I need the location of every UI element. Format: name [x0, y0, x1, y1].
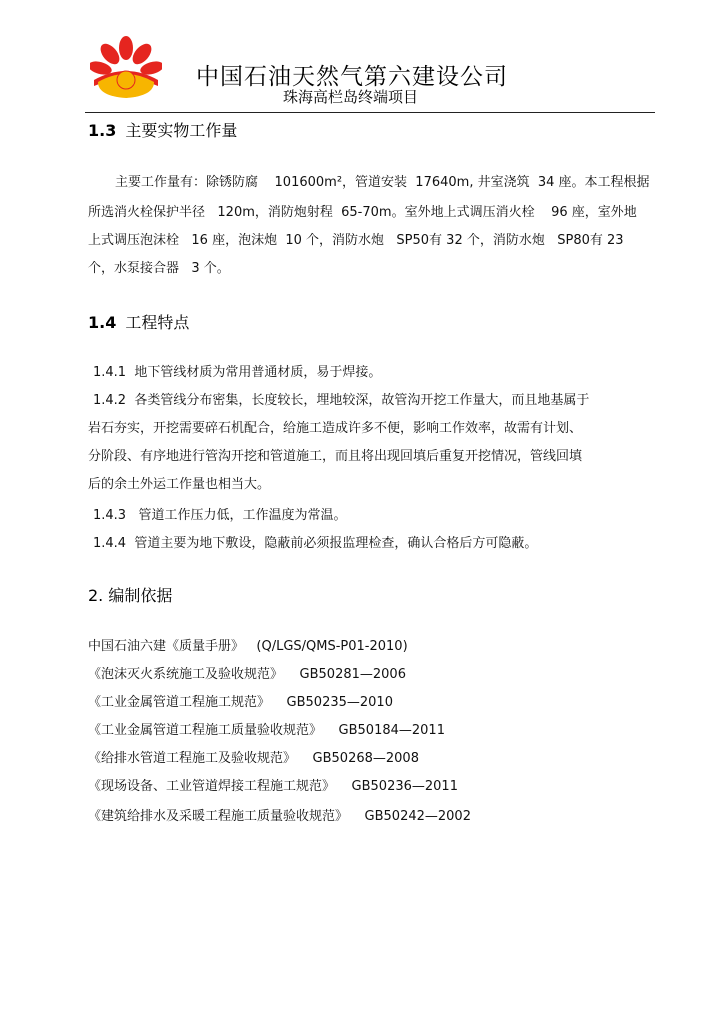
reference-item: 《工业金属管道工程施工质量验收规范》 GB50184—2011	[88, 723, 445, 738]
paragraph-line: 所选消火栓保护半径 120m，消防炮射程 65-70m。室外地上式调压消火栓 96 座，室外地	[88, 205, 637, 220]
paragraph-line: 上式调压泡沫栓 16 座，泡沫炮 10 个，消防水炮 SP50有 32 个，消防水炮 SP80有 23	[88, 233, 624, 248]
petrochina-logo-icon	[90, 36, 162, 98]
reference-item: 《泡沫灭火系统施工及验收规范》 GB50281—2006	[88, 667, 406, 682]
paragraph-line: 1.4.2 各类管线分布密集，长度较长，埋地较深，故管沟开挖工作量大，而且地基属于	[93, 393, 590, 408]
reference-item: 《现场设备、工业管道焊接工程施工规范》 GB50236—2011	[88, 779, 458, 794]
section-heading-1-3	[88, 118, 237, 141]
section-heading-2: 2. 编制依据	[88, 586, 173, 605]
paragraph-line: 后的余土外运工作量也相当大。	[88, 477, 271, 492]
reference-item: 《给排水管道工程施工及验收规范》 GB50268—2008	[88, 751, 419, 766]
paragraph-line: 岩石夯实，开挖需要碎石机配合，给施工造成许多不便，影响工作效率，故需有计划、	[88, 421, 583, 436]
reference-item: 《工业金属管道工程施工规范》 GB50235—2010	[88, 695, 393, 710]
reference-item: 中国石油六建《质量手册》 (Q/LGS/QMS-P01-2010)	[88, 639, 408, 654]
section-number: 1.3	[88, 121, 117, 140]
company-name: 中国石油天然气第六建设公司	[196, 64, 508, 90]
paragraph-line: 主要工作量有：除锈防腐 101600m²，管道安装 17640m, 井室浇筑 34 座。本工程根据	[115, 175, 650, 190]
paragraph-line: 分阶段、有序地进行管沟开挖和管道施工，而且将出现回填后重复开挖情况，管线回填	[88, 449, 583, 464]
section-number: 1.4	[88, 313, 117, 332]
header-divider	[85, 112, 655, 113]
section-heading-1-4	[88, 310, 189, 333]
page-header	[0, 0, 723, 115]
section-title: 主要实物工作量	[125, 121, 238, 140]
paragraph-line: 1.4.1 地下管线材质为常用普通材质，易于焊接。	[93, 365, 382, 380]
project-name: 珠海高栏岛终端项目	[283, 88, 419, 106]
paragraph-line: 个，水泵接合器 3 个。	[88, 261, 230, 276]
paragraph-line: 1.4.4 管道主要为地下敷设，隐蔽前必须报监理检查，确认合格后方可隐蔽。	[93, 536, 538, 551]
reference-item: 《建筑给排水及采暖工程施工质量验收规范》 GB50242—2002	[88, 809, 471, 824]
section-title: 工程特点	[125, 313, 190, 332]
paragraph-line: 1.4.3 管道工作压力低，工作温度为常温。	[93, 508, 347, 523]
